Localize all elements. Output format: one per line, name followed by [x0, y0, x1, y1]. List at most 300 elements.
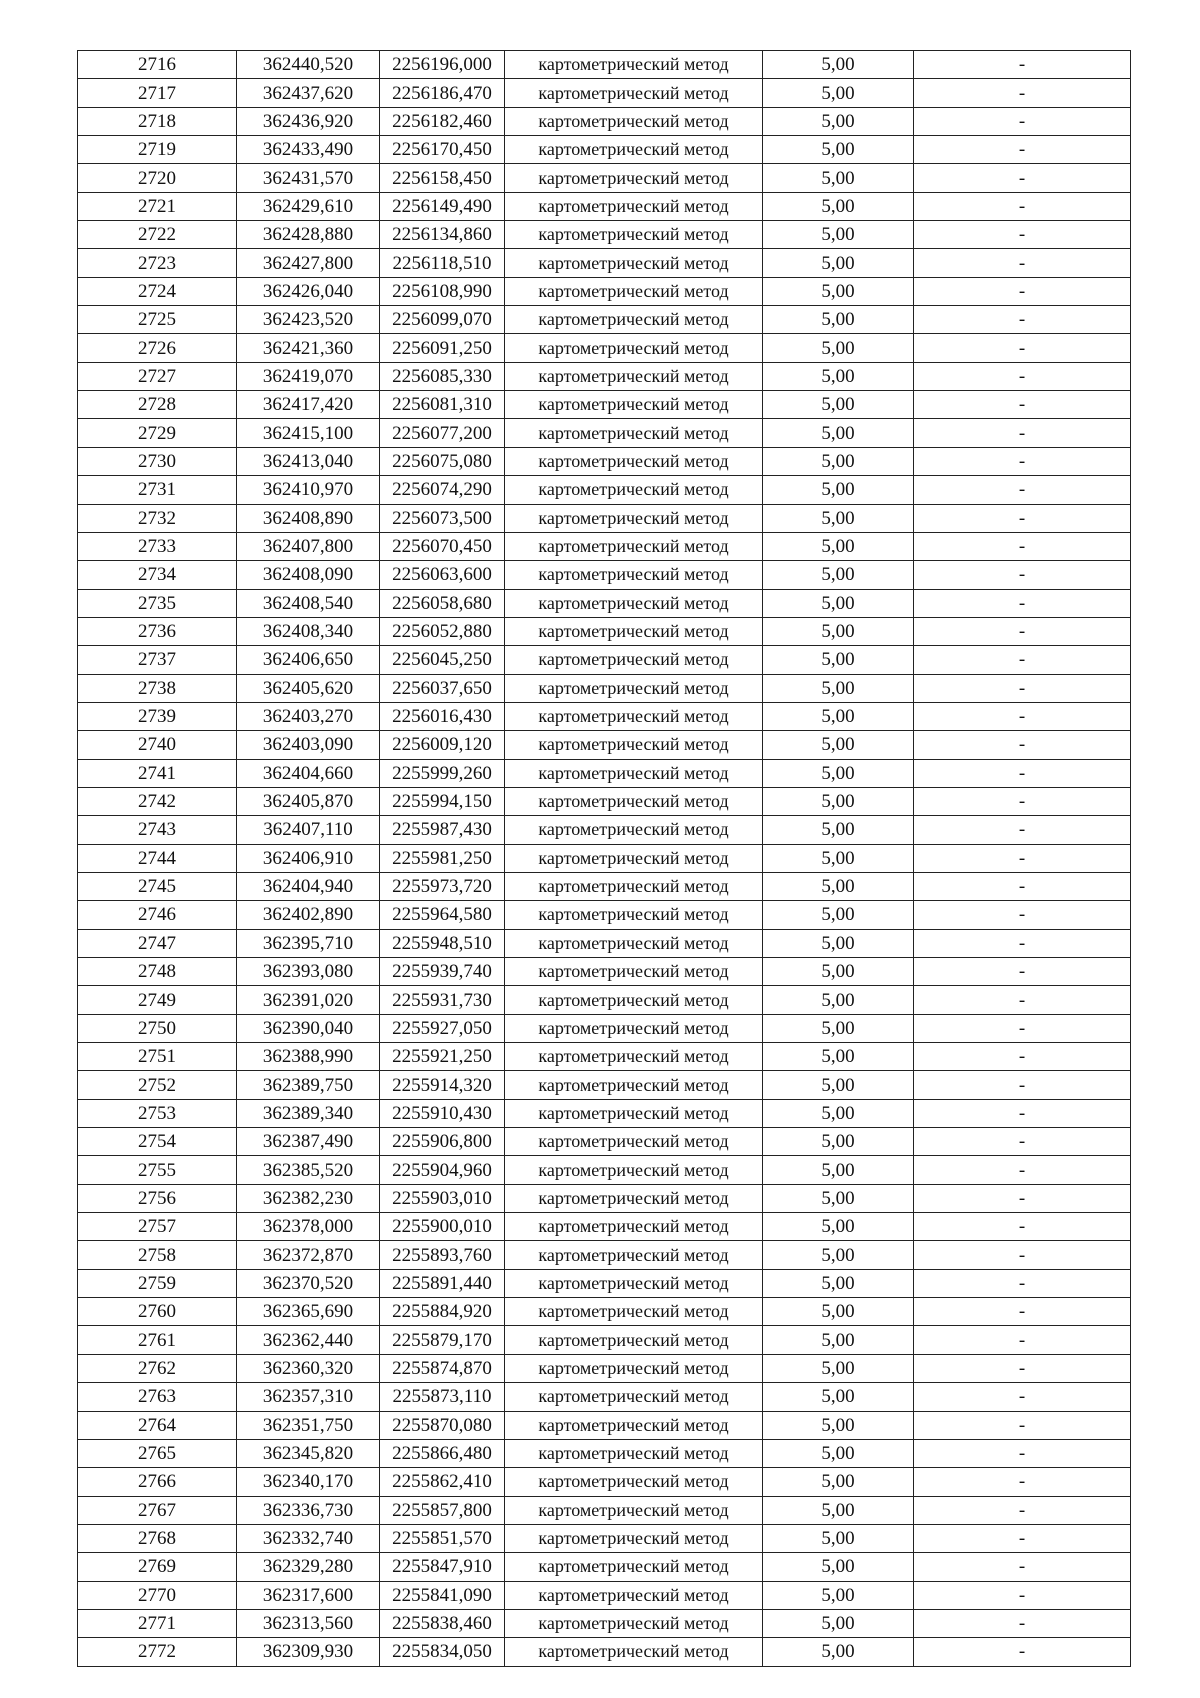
y-coordinate-cell: 2255841,090: [380, 1581, 505, 1609]
accuracy-cell: 5,00: [763, 107, 914, 135]
x-coordinate-cell: 362440,520: [237, 51, 380, 79]
table-row: [78, 79, 1131, 107]
x-coordinate-cell: 362313,560: [237, 1609, 380, 1637]
method-cell: картометрический метод: [505, 136, 763, 164]
description-cell: -: [914, 1496, 1131, 1524]
x-coordinate-cell: 362408,540: [237, 589, 380, 617]
x-coordinate-cell: 362393,080: [237, 958, 380, 986]
description-cell: -: [914, 136, 1131, 164]
description-cell: -: [914, 221, 1131, 249]
method-cell: картометрический метод: [505, 1468, 763, 1496]
accuracy-cell: 5,00: [763, 901, 914, 929]
point-number-cell: 2729: [78, 419, 237, 447]
table-row: [78, 901, 1131, 929]
x-coordinate-cell: 362370,520: [237, 1269, 380, 1297]
table-row: [78, 1638, 1131, 1666]
table-row: [78, 391, 1131, 419]
point-number-cell: 2758: [78, 1241, 237, 1269]
x-coordinate-cell: 362408,340: [237, 617, 380, 645]
y-coordinate-cell: 2255870,080: [380, 1411, 505, 1439]
point-number-cell: 2770: [78, 1581, 237, 1609]
y-coordinate-cell: 2255866,480: [380, 1439, 505, 1467]
y-coordinate-cell: 2255862,410: [380, 1468, 505, 1496]
accuracy-cell: 5,00: [763, 1638, 914, 1666]
description-cell: -: [914, 702, 1131, 730]
y-coordinate-cell: 2255874,870: [380, 1354, 505, 1382]
table-row: [78, 1468, 1131, 1496]
description-cell: -: [914, 787, 1131, 815]
point-number-cell: 2737: [78, 646, 237, 674]
x-coordinate-cell: 362336,730: [237, 1496, 380, 1524]
table-row: [78, 362, 1131, 390]
point-number-cell: 2726: [78, 334, 237, 362]
x-coordinate-cell: 362309,930: [237, 1638, 380, 1666]
description-cell: -: [914, 674, 1131, 702]
accuracy-cell: 5,00: [763, 1496, 914, 1524]
table-row: [78, 1269, 1131, 1297]
table-row: [78, 1439, 1131, 1467]
accuracy-cell: 5,00: [763, 617, 914, 645]
method-cell: картометрический метод: [505, 844, 763, 872]
description-cell: -: [914, 901, 1131, 929]
x-coordinate-cell: 362419,070: [237, 362, 380, 390]
accuracy-cell: 5,00: [763, 306, 914, 334]
method-cell: картометрический метод: [505, 1496, 763, 1524]
method-cell: картометрический метод: [505, 1326, 763, 1354]
point-number-cell: 2719: [78, 136, 237, 164]
table-row: [78, 844, 1131, 872]
description-cell: -: [914, 277, 1131, 305]
x-coordinate-cell: 362408,090: [237, 561, 380, 589]
x-coordinate-cell: 362428,880: [237, 221, 380, 249]
point-number-cell: 2716: [78, 51, 237, 79]
table-row: [78, 589, 1131, 617]
point-number-cell: 2731: [78, 476, 237, 504]
point-number-cell: 2762: [78, 1354, 237, 1382]
y-coordinate-cell: 2256009,120: [380, 731, 505, 759]
point-number-cell: 2742: [78, 787, 237, 815]
x-coordinate-cell: 362406,910: [237, 844, 380, 872]
description-cell: -: [914, 1241, 1131, 1269]
accuracy-cell: 5,00: [763, 532, 914, 560]
method-cell: картометрический метод: [505, 221, 763, 249]
table-row: [78, 1241, 1131, 1269]
accuracy-cell: 5,00: [763, 164, 914, 192]
accuracy-cell: 5,00: [763, 1581, 914, 1609]
y-coordinate-cell: 2255891,440: [380, 1269, 505, 1297]
table-row: [78, 1099, 1131, 1127]
description-cell: -: [914, 759, 1131, 787]
y-coordinate-cell: 2256058,680: [380, 589, 505, 617]
accuracy-cell: 5,00: [763, 1241, 914, 1269]
accuracy-cell: 5,00: [763, 674, 914, 702]
method-cell: картометрический метод: [505, 249, 763, 277]
method-cell: картометрический метод: [505, 561, 763, 589]
y-coordinate-cell: 2256170,450: [380, 136, 505, 164]
x-coordinate-cell: 362405,870: [237, 787, 380, 815]
method-cell: картометрический метод: [505, 306, 763, 334]
description-cell: -: [914, 419, 1131, 447]
accuracy-cell: 5,00: [763, 1128, 914, 1156]
table-row: [78, 646, 1131, 674]
method-cell: картометрический метод: [505, 1156, 763, 1184]
accuracy-cell: 5,00: [763, 1298, 914, 1326]
x-coordinate-cell: 362417,420: [237, 391, 380, 419]
point-number-cell: 2765: [78, 1439, 237, 1467]
x-coordinate-cell: 362415,100: [237, 419, 380, 447]
table-row: [78, 1581, 1131, 1609]
accuracy-cell: 5,00: [763, 334, 914, 362]
x-coordinate-cell: 362332,740: [237, 1524, 380, 1552]
x-coordinate-cell: 362436,920: [237, 107, 380, 135]
accuracy-cell: 5,00: [763, 419, 914, 447]
method-cell: картометрический метод: [505, 79, 763, 107]
y-coordinate-cell: 2256075,080: [380, 447, 505, 475]
y-coordinate-cell: 2256045,250: [380, 646, 505, 674]
method-cell: картометрический метод: [505, 1609, 763, 1637]
point-number-cell: 2717: [78, 79, 237, 107]
description-cell: -: [914, 1638, 1131, 1666]
y-coordinate-cell: 2255904,960: [380, 1156, 505, 1184]
accuracy-cell: 5,00: [763, 476, 914, 504]
method-cell: картометрический метод: [505, 1638, 763, 1666]
point-number-cell: 2730: [78, 447, 237, 475]
y-coordinate-cell: 2255914,320: [380, 1071, 505, 1099]
table-row: [78, 617, 1131, 645]
table-row: [78, 1128, 1131, 1156]
method-cell: картометрический метод: [505, 1099, 763, 1127]
table-row: [78, 1184, 1131, 1212]
x-coordinate-cell: 362423,520: [237, 306, 380, 334]
point-number-cell: 2755: [78, 1156, 237, 1184]
point-number-cell: 2721: [78, 192, 237, 220]
table-row: [78, 872, 1131, 900]
y-coordinate-cell: 2255857,800: [380, 1496, 505, 1524]
table-row: [78, 164, 1131, 192]
method-cell: картометрический метод: [505, 391, 763, 419]
method-cell: картометрический метод: [505, 1184, 763, 1212]
table-row: [78, 192, 1131, 220]
method-cell: картометрический метод: [505, 419, 763, 447]
method-cell: картометрический метод: [505, 277, 763, 305]
accuracy-cell: 5,00: [763, 589, 914, 617]
description-cell: -: [914, 1184, 1131, 1212]
x-coordinate-cell: 362413,040: [237, 447, 380, 475]
point-number-cell: 2767: [78, 1496, 237, 1524]
x-coordinate-cell: 362426,040: [237, 277, 380, 305]
accuracy-cell: 5,00: [763, 1213, 914, 1241]
table-row: [78, 532, 1131, 560]
method-cell: картометрический метод: [505, 447, 763, 475]
x-coordinate-cell: 362382,230: [237, 1184, 380, 1212]
point-number-cell: 2771: [78, 1609, 237, 1637]
method-cell: картометрический метод: [505, 476, 763, 504]
accuracy-cell: 5,00: [763, 1553, 914, 1581]
description-cell: -: [914, 192, 1131, 220]
description-cell: -: [914, 589, 1131, 617]
table-row: [78, 1524, 1131, 1552]
y-coordinate-cell: 2255921,250: [380, 1043, 505, 1071]
accuracy-cell: 5,00: [763, 136, 914, 164]
x-coordinate-cell: 362402,890: [237, 901, 380, 929]
method-cell: картометрический метод: [505, 901, 763, 929]
point-number-cell: 2766: [78, 1468, 237, 1496]
y-coordinate-cell: 2256149,490: [380, 192, 505, 220]
y-coordinate-cell: 2256037,650: [380, 674, 505, 702]
x-coordinate-cell: 362329,280: [237, 1553, 380, 1581]
method-cell: картометрический метод: [505, 164, 763, 192]
description-cell: -: [914, 816, 1131, 844]
y-coordinate-cell: 2256074,290: [380, 476, 505, 504]
y-coordinate-cell: 2255910,430: [380, 1099, 505, 1127]
description-cell: -: [914, 362, 1131, 390]
y-coordinate-cell: 2256118,510: [380, 249, 505, 277]
x-coordinate-cell: 362345,820: [237, 1439, 380, 1467]
point-number-cell: 2727: [78, 362, 237, 390]
method-cell: картометрический метод: [505, 1043, 763, 1071]
table-row: [78, 136, 1131, 164]
point-number-cell: 2763: [78, 1383, 237, 1411]
point-number-cell: 2752: [78, 1071, 237, 1099]
point-number-cell: 2768: [78, 1524, 237, 1552]
method-cell: картометрический метод: [505, 617, 763, 645]
method-cell: картометрический метод: [505, 1269, 763, 1297]
table-row: [78, 1156, 1131, 1184]
y-coordinate-cell: 2256070,450: [380, 532, 505, 560]
y-coordinate-cell: 2256099,070: [380, 306, 505, 334]
y-coordinate-cell: 2255964,580: [380, 901, 505, 929]
point-number-cell: 2740: [78, 731, 237, 759]
description-cell: -: [914, 1468, 1131, 1496]
x-coordinate-cell: 362429,610: [237, 192, 380, 220]
description-cell: -: [914, 731, 1131, 759]
point-number-cell: 2741: [78, 759, 237, 787]
y-coordinate-cell: 2256108,990: [380, 277, 505, 305]
point-number-cell: 2724: [78, 277, 237, 305]
x-coordinate-cell: 362437,620: [237, 79, 380, 107]
table-row: [78, 702, 1131, 730]
y-coordinate-cell: 2255981,250: [380, 844, 505, 872]
x-coordinate-cell: 362390,040: [237, 1014, 380, 1042]
accuracy-cell: 5,00: [763, 51, 914, 79]
method-cell: картометрический метод: [505, 759, 763, 787]
description-cell: -: [914, 1099, 1131, 1127]
table-row: [78, 419, 1131, 447]
accuracy-cell: 5,00: [763, 759, 914, 787]
point-number-cell: 2733: [78, 532, 237, 560]
point-number-cell: 2736: [78, 617, 237, 645]
point-number-cell: 2735: [78, 589, 237, 617]
point-number-cell: 2738: [78, 674, 237, 702]
description-cell: -: [914, 532, 1131, 560]
description-cell: -: [914, 1524, 1131, 1552]
table-row: [78, 107, 1131, 135]
point-number-cell: 2747: [78, 929, 237, 957]
point-number-cell: 2720: [78, 164, 237, 192]
point-number-cell: 2749: [78, 986, 237, 1014]
description-cell: -: [914, 1354, 1131, 1382]
x-coordinate-cell: 362410,970: [237, 476, 380, 504]
method-cell: картометрический метод: [505, 362, 763, 390]
y-coordinate-cell: 2255927,050: [380, 1014, 505, 1042]
table-row: [78, 1213, 1131, 1241]
y-coordinate-cell: 2255939,740: [380, 958, 505, 986]
description-cell: -: [914, 844, 1131, 872]
description-cell: -: [914, 334, 1131, 362]
method-cell: картометрический метод: [505, 1411, 763, 1439]
accuracy-cell: 5,00: [763, 1354, 914, 1382]
accuracy-cell: 5,00: [763, 1071, 914, 1099]
x-coordinate-cell: 362340,170: [237, 1468, 380, 1496]
y-coordinate-cell: 2255994,150: [380, 787, 505, 815]
description-cell: -: [914, 1411, 1131, 1439]
x-coordinate-cell: 362385,520: [237, 1156, 380, 1184]
x-coordinate-cell: 362357,310: [237, 1383, 380, 1411]
y-coordinate-cell: 2256196,000: [380, 51, 505, 79]
description-cell: -: [914, 306, 1131, 334]
accuracy-cell: 5,00: [763, 872, 914, 900]
description-cell: -: [914, 1071, 1131, 1099]
description-cell: -: [914, 1213, 1131, 1241]
description-cell: -: [914, 986, 1131, 1014]
table-row: [78, 1411, 1131, 1439]
x-coordinate-cell: 362387,490: [237, 1128, 380, 1156]
point-number-cell: 2753: [78, 1099, 237, 1127]
method-cell: картометрический метод: [505, 1581, 763, 1609]
y-coordinate-cell: 2256091,250: [380, 334, 505, 362]
method-cell: картометрический метод: [505, 731, 763, 759]
method-cell: картометрический метод: [505, 1354, 763, 1382]
accuracy-cell: 5,00: [763, 844, 914, 872]
description-cell: -: [914, 1014, 1131, 1042]
table-row: [78, 1553, 1131, 1581]
point-number-cell: 2761: [78, 1326, 237, 1354]
accuracy-cell: 5,00: [763, 447, 914, 475]
method-cell: картометрический метод: [505, 504, 763, 532]
y-coordinate-cell: 2256081,310: [380, 391, 505, 419]
x-coordinate-cell: 362378,000: [237, 1213, 380, 1241]
accuracy-cell: 5,00: [763, 929, 914, 957]
table-row: [78, 277, 1131, 305]
table-row: [78, 674, 1131, 702]
accuracy-cell: 5,00: [763, 221, 914, 249]
method-cell: картометрический метод: [505, 1383, 763, 1411]
accuracy-cell: 5,00: [763, 1043, 914, 1071]
y-coordinate-cell: 2255884,920: [380, 1298, 505, 1326]
description-cell: -: [914, 1439, 1131, 1467]
description-cell: -: [914, 164, 1131, 192]
point-number-cell: 2769: [78, 1553, 237, 1581]
point-number-cell: 2718: [78, 107, 237, 135]
method-cell: картометрический метод: [505, 1071, 763, 1099]
accuracy-cell: 5,00: [763, 1468, 914, 1496]
method-cell: картометрический метод: [505, 1128, 763, 1156]
x-coordinate-cell: 362365,690: [237, 1298, 380, 1326]
method-cell: картометрический метод: [505, 1213, 763, 1241]
x-coordinate-cell: 362406,650: [237, 646, 380, 674]
table-row: [78, 447, 1131, 475]
description-cell: -: [914, 1043, 1131, 1071]
accuracy-cell: 5,00: [763, 362, 914, 390]
x-coordinate-cell: 362427,800: [237, 249, 380, 277]
accuracy-cell: 5,00: [763, 1184, 914, 1212]
accuracy-cell: 5,00: [763, 731, 914, 759]
description-cell: -: [914, 1383, 1131, 1411]
coordinates-table-body: [78, 51, 1131, 1667]
description-cell: -: [914, 617, 1131, 645]
point-number-cell: 2748: [78, 958, 237, 986]
description-cell: -: [914, 391, 1131, 419]
point-number-cell: 2728: [78, 391, 237, 419]
point-number-cell: 2745: [78, 872, 237, 900]
accuracy-cell: 5,00: [763, 1609, 914, 1637]
y-coordinate-cell: 2255838,460: [380, 1609, 505, 1637]
method-cell: картометрический метод: [505, 589, 763, 617]
method-cell: картометрический метод: [505, 674, 763, 702]
x-coordinate-cell: 362351,750: [237, 1411, 380, 1439]
accuracy-cell: 5,00: [763, 1269, 914, 1297]
method-cell: картометрический метод: [505, 1439, 763, 1467]
description-cell: -: [914, 1553, 1131, 1581]
description-cell: -: [914, 1269, 1131, 1297]
point-number-cell: 2723: [78, 249, 237, 277]
table-row: [78, 759, 1131, 787]
y-coordinate-cell: 2255987,430: [380, 816, 505, 844]
point-number-cell: 2754: [78, 1128, 237, 1156]
method-cell: картометрический метод: [505, 787, 763, 815]
x-coordinate-cell: 362360,320: [237, 1354, 380, 1382]
point-number-cell: 2739: [78, 702, 237, 730]
x-coordinate-cell: 362317,600: [237, 1581, 380, 1609]
method-cell: картометрический метод: [505, 1524, 763, 1552]
method-cell: картометрический метод: [505, 929, 763, 957]
description-cell: -: [914, 1128, 1131, 1156]
method-cell: картометрический метод: [505, 646, 763, 674]
description-cell: -: [914, 1609, 1131, 1637]
table-row: [78, 958, 1131, 986]
table-row: [78, 1071, 1131, 1099]
y-coordinate-cell: 2256016,430: [380, 702, 505, 730]
x-coordinate-cell: 362405,620: [237, 674, 380, 702]
accuracy-cell: 5,00: [763, 1326, 914, 1354]
y-coordinate-cell: 2255931,730: [380, 986, 505, 1014]
method-cell: картометрический метод: [505, 872, 763, 900]
table-row: [78, 334, 1131, 362]
x-coordinate-cell: 362372,870: [237, 1241, 380, 1269]
accuracy-cell: 5,00: [763, 816, 914, 844]
method-cell: картометрический метод: [505, 1298, 763, 1326]
point-number-cell: 2759: [78, 1269, 237, 1297]
x-coordinate-cell: 362362,440: [237, 1326, 380, 1354]
method-cell: картометрический метод: [505, 702, 763, 730]
table-row: [78, 986, 1131, 1014]
y-coordinate-cell: 2256186,470: [380, 79, 505, 107]
x-coordinate-cell: 362408,890: [237, 504, 380, 532]
y-coordinate-cell: 2255873,110: [380, 1383, 505, 1411]
table-row: [78, 1354, 1131, 1382]
y-coordinate-cell: 2256063,600: [380, 561, 505, 589]
description-cell: -: [914, 1326, 1131, 1354]
method-cell: картометрический метод: [505, 986, 763, 1014]
table-row: [78, 1014, 1131, 1042]
point-number-cell: 2756: [78, 1184, 237, 1212]
method-cell: картометрический метод: [505, 334, 763, 362]
accuracy-cell: 5,00: [763, 1099, 914, 1127]
description-cell: -: [914, 249, 1131, 277]
accuracy-cell: 5,00: [763, 79, 914, 107]
point-number-cell: 2757: [78, 1213, 237, 1241]
description-cell: -: [914, 447, 1131, 475]
